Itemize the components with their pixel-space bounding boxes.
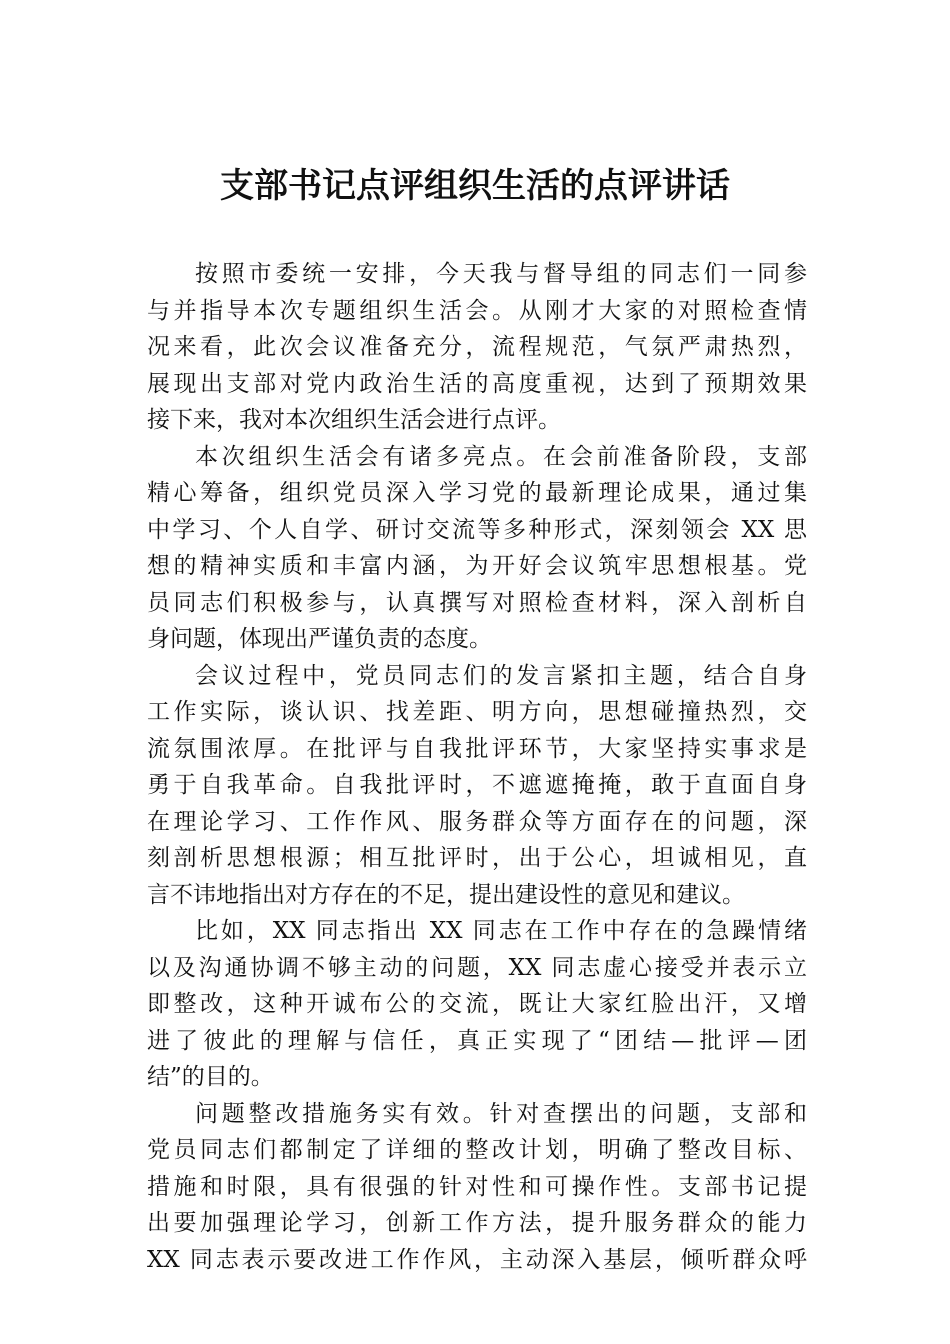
- text-line: 言不讳地指出对方存在的不足，提出建设性的意见和建议。: [147, 881, 745, 908]
- text-line: 以及沟通协调不够主动的问题，XX 同志虚心接受并表示立: [147, 954, 807, 981]
- text-line: 勇于自我革命。自我批评时，不遮遮掩掩，敢于直面自身: [147, 772, 807, 798]
- paragraph: [147, 1096, 807, 1279]
- text-line: 工作实际，谈认识、找差距、明方向，思想碰撞热烈，交: [147, 699, 807, 725]
- text-line: 本次组织生活会有诸多亮点。在会前准备阶段，支部: [195, 443, 807, 470]
- text-line: 身问题，体现出严谨负责的态度。: [147, 626, 492, 652]
- text-line: 展现出支部对党内政治生活的高度重视，达到了预期效果: [147, 370, 807, 397]
- text-line: 刻剖析思想根源；相互批评时，出于公心，坦诚相见，直: [147, 845, 807, 871]
- text-line: 员同志们积极参与，认真撰写对照检查材料，深入剖析自: [147, 589, 807, 616]
- text-line: 在理论学习、工作作风、服务群众等方面存在的问题，深: [147, 808, 807, 835]
- text-line: 按照市委统一安排，今天我与督导组的同志们一同参: [195, 261, 807, 287]
- paragraph: [147, 439, 807, 658]
- text-line: 况来看，此次会议准备充分，流程规范，气氛严肃热烈，: [147, 334, 807, 360]
- text-line: 流氛围浓厚。在批评与自我批评环节，大家坚持实事求是: [147, 735, 807, 762]
- text-line: 即整改，这种开诚布公的交流，既让大家红脸出汗，又增: [147, 991, 807, 1017]
- paragraph: [147, 658, 807, 914]
- text-line: XX 同志表示要改进工作作风，主动深入基层，倾听群众呼: [147, 1246, 807, 1273]
- document-body: [147, 256, 807, 1278]
- document-title: 支部书记点评组织生活的点评讲话: [220, 166, 730, 206]
- text-line: 问题整改措施务实有效。针对查摆出的问题，支部和: [195, 1100, 807, 1127]
- text-line: 中学习、个人自学、研讨交流等多种形式，深刻领会 XX 思: [147, 516, 807, 543]
- text-line: 接下来，我对本次组织生活会进行点评。: [147, 407, 561, 433]
- text-line: 精心筹备，组织党员深入学习党的最新理论成果，通过集: [147, 480, 807, 506]
- text-line: 会议过程中，党员同志们的发言紧扣主题，结合自身: [195, 662, 807, 689]
- text-line: 进了彼此的理解与信任，真正实现了“团结—批评—团: [147, 1027, 807, 1054]
- text-line: 比如，XX 同志指出 XX 同志在工作中存在的急躁情绪: [195, 918, 807, 944]
- paragraph: [147, 256, 807, 439]
- text-line: 措施和时限，具有很强的针对性和可操作性。支部书记提: [147, 1173, 807, 1200]
- text-line: 想的精神实质和丰富内涵，为开好会议筑牢思想根基。党: [147, 553, 807, 579]
- text-line: 与并指导本次专题组织生活会。从刚才大家的对照检查情: [147, 297, 807, 324]
- paragraph: [147, 913, 807, 1096]
- text-line: 结”的目的。: [147, 1064, 274, 1090]
- text-line: 出要加强理论学习，创新工作方法，提升服务群众的能力: [147, 1210, 807, 1236]
- text-line: 党员同志们都制定了详细的整改计划，明确了整改目标、: [147, 1137, 807, 1163]
